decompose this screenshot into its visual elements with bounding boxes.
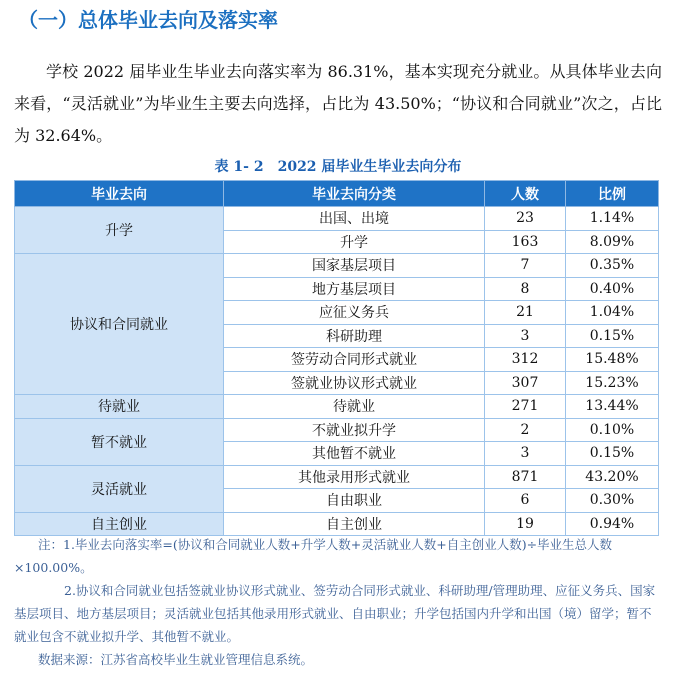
ratio-cell: 13.44% xyxy=(566,395,659,419)
ratio-cell: 0.15% xyxy=(566,442,659,466)
category-cell: 科研助理 xyxy=(224,324,485,348)
table-row xyxy=(15,395,659,419)
count-cell: 19 xyxy=(485,512,566,536)
category-cell: 升学 xyxy=(224,230,485,254)
group-cell: 灵活就业 xyxy=(15,465,224,512)
group-cell: 待就业 xyxy=(15,395,224,419)
count-cell: 3 xyxy=(485,442,566,466)
ratio-cell: 0.30% xyxy=(566,489,659,513)
ratio-cell: 8.09% xyxy=(566,230,659,254)
ratio-cell: 0.15% xyxy=(566,324,659,348)
section-heading: （一）总体毕业去向及落实率 xyxy=(18,8,278,32)
table-caption: 表 1- 2 2022 届毕业生毕业去向分布 xyxy=(214,159,462,175)
group-cell: 升学 xyxy=(15,207,224,254)
category-cell: 其他录用形式就业 xyxy=(224,465,485,489)
ratio-cell: 0.10% xyxy=(566,418,659,442)
count-cell: 307 xyxy=(485,371,566,395)
notes xyxy=(14,533,662,671)
ratio-cell: 1.04% xyxy=(566,301,659,325)
category-cell: 其他暂不就业 xyxy=(224,442,485,466)
col-header: 毕业去向分类 xyxy=(224,181,485,207)
ratio-cell: 43.20% xyxy=(566,465,659,489)
category-cell: 签劳动合同形式就业 xyxy=(224,348,485,372)
group-cell: 协议和合同就业 xyxy=(15,254,224,395)
destination-table xyxy=(14,180,659,536)
group-cell: 自主创业 xyxy=(15,512,224,536)
ratio-cell: 1.14% xyxy=(566,207,659,231)
col-header: 人数 xyxy=(485,181,566,207)
table-row xyxy=(15,254,659,278)
category-cell: 签就业协议形式就业 xyxy=(224,371,485,395)
intro-paragraph: 学校 2022 届毕业生毕业去向落实率为 86.31%，基本实现充分就业。从具体毕业去向来看，“灵活就业”为毕业生主要去向选择，占比为 43.50%；“协议和合同就业”次之，占比为 32.64%。 xyxy=(14,62,662,145)
count-cell: 6 xyxy=(485,489,566,513)
category-cell: 待就业 xyxy=(224,395,485,419)
table-row xyxy=(15,512,659,536)
ratio-cell: 0.40% xyxy=(566,277,659,301)
count-cell: 3 xyxy=(485,324,566,348)
count-cell: 312 xyxy=(485,348,566,372)
count-cell: 7 xyxy=(485,254,566,278)
col-header: 比例 xyxy=(566,181,659,207)
ratio-cell: 0.94% xyxy=(566,512,659,536)
category-cell: 出国、出境 xyxy=(224,207,485,231)
ratio-cell: 15.23% xyxy=(566,371,659,395)
count-cell: 2 xyxy=(485,418,566,442)
note-1: 注：1.毕业去向落实率=(协议和合同就业人数+升学人数+灵活就业人数+自主创业人数)÷毕业生总人数×100.00%。 xyxy=(14,537,613,575)
note-2: 2.协议和合同就业包括签就业协议形式就业、签劳动合同形式就业、科研助理/管理助理、应征义务兵、国家基层项目、地方基层项目；灵活就业包括其他录用形式就业、自由职业；升学包括国内升学和出国（境）留学；暂不就业包含不就业拟升学、其他暂不就业。 xyxy=(14,583,656,644)
category-cell: 应征义务兵 xyxy=(224,301,485,325)
category-cell: 不就业拟升学 xyxy=(224,418,485,442)
table-row xyxy=(15,207,659,231)
category-cell: 国家基层项目 xyxy=(224,254,485,278)
ratio-cell: 15.48% xyxy=(566,348,659,372)
data-source: 数据来源：江苏省高校毕业生就业管理信息系统。 xyxy=(38,652,314,667)
count-cell: 871 xyxy=(485,465,566,489)
category-cell: 自由职业 xyxy=(224,489,485,513)
count-cell: 163 xyxy=(485,230,566,254)
category-cell: 地方基层项目 xyxy=(224,277,485,301)
count-cell: 21 xyxy=(485,301,566,325)
table-row xyxy=(15,465,659,489)
col-header: 毕业去向 xyxy=(15,181,224,207)
count-cell: 23 xyxy=(485,207,566,231)
group-cell: 暂不就业 xyxy=(15,418,224,465)
count-cell: 8 xyxy=(485,277,566,301)
table-row xyxy=(15,418,659,442)
category-cell: 自主创业 xyxy=(224,512,485,536)
count-cell: 271 xyxy=(485,395,566,419)
ratio-cell: 0.35% xyxy=(566,254,659,278)
